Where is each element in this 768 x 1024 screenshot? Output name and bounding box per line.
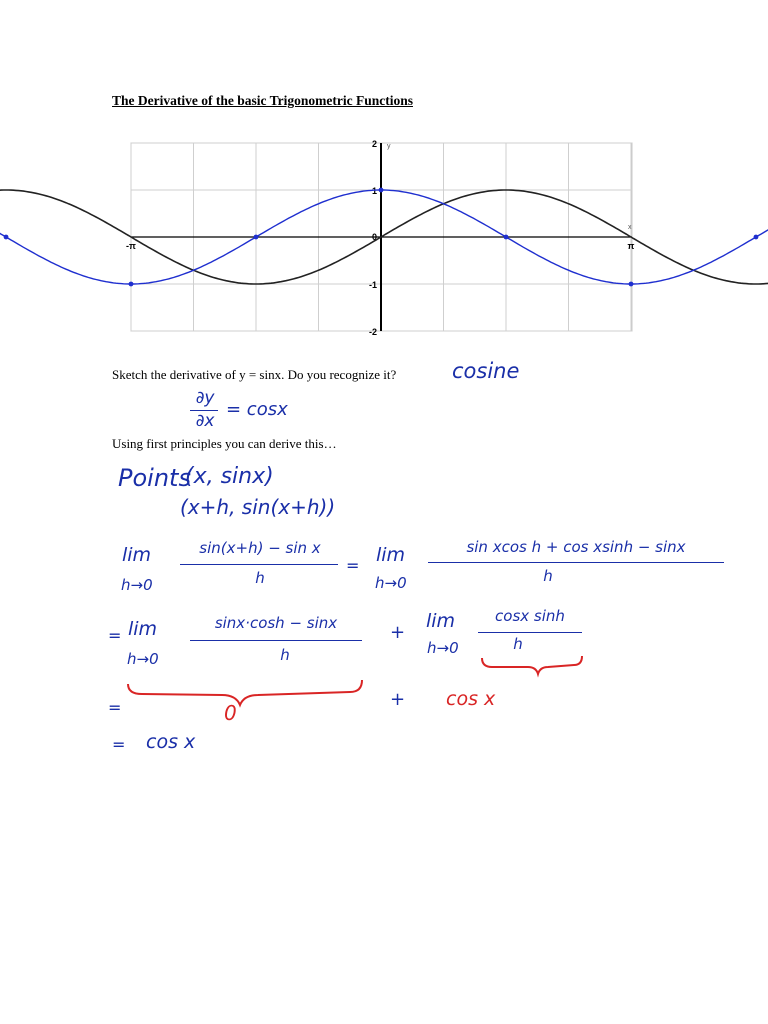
- step4-result: cos x: [146, 731, 196, 753]
- y-tick-label: -1: [368, 280, 377, 290]
- y-axis-label: y: [387, 143, 391, 150]
- step3-equals: =: [108, 698, 122, 717]
- question-text: Sketch the derivative of y = sinx. Do you recognize it?: [112, 367, 397, 382]
- lim-2-bottom: h→0: [375, 574, 407, 592]
- step1-denominator-right: h: [543, 567, 553, 585]
- step2-denominator-a: h: [280, 646, 290, 664]
- point-two: (x+h, sin(x+h)): [180, 495, 336, 519]
- answer-cosine: cosine: [452, 359, 520, 383]
- step3-plus: +: [390, 689, 406, 710]
- step3-zero: 0: [224, 701, 237, 725]
- lim-4-bottom: h→0: [427, 639, 459, 657]
- step1-numerator-left: sin(x+h) − sin x: [199, 539, 321, 557]
- first-principles-text: Using first principles you can derive this…: [112, 436, 337, 451]
- step4-equals: =: [112, 735, 126, 754]
- page-title: The Derivative of the basic Trigonometric Functions: [112, 93, 413, 108]
- lim-1-top: lim: [122, 544, 152, 566]
- lim-3-top: lim: [128, 618, 158, 640]
- step3-cos: cos x: [446, 688, 496, 710]
- x-axis-label: x: [628, 224, 632, 231]
- step1-equals: =: [346, 556, 360, 575]
- underbrace-left: [128, 680, 362, 705]
- point-one: (x, sinx): [185, 464, 274, 489]
- lim-2-top: lim: [376, 544, 406, 566]
- lim-1-bottom: h→0: [121, 576, 153, 594]
- y-tick-label: 2: [371, 139, 377, 149]
- step2-numerator-a: sinx·cosh − sinx: [214, 614, 338, 632]
- points-label: Points: [118, 464, 191, 492]
- dydx-denominator: ∂x: [195, 411, 215, 431]
- step1-numerator-right: sin xcos h + cos xsinh − sinx: [466, 538, 686, 556]
- y-tick-label: -2: [368, 327, 377, 337]
- x-tick-label: -π: [126, 241, 136, 251]
- lim-4-top: lim: [426, 610, 456, 632]
- dydx-rhs: = cosx: [226, 399, 288, 420]
- y-tick-label: 1: [371, 186, 377, 196]
- step2-plus: +: [390, 622, 406, 643]
- underbrace-right: [482, 656, 582, 674]
- lim-3-bottom: h→0: [127, 650, 159, 668]
- x-tick-label: 0: [371, 232, 377, 242]
- x-tick-label: π: [627, 241, 635, 251]
- step2-denominator-b: h: [513, 635, 523, 653]
- dydx-numerator: ∂y: [195, 388, 215, 408]
- step2-equals: =: [108, 626, 122, 645]
- step1-denominator-left: h: [255, 569, 265, 587]
- step2-numerator-b: cosx sinh: [495, 607, 565, 625]
